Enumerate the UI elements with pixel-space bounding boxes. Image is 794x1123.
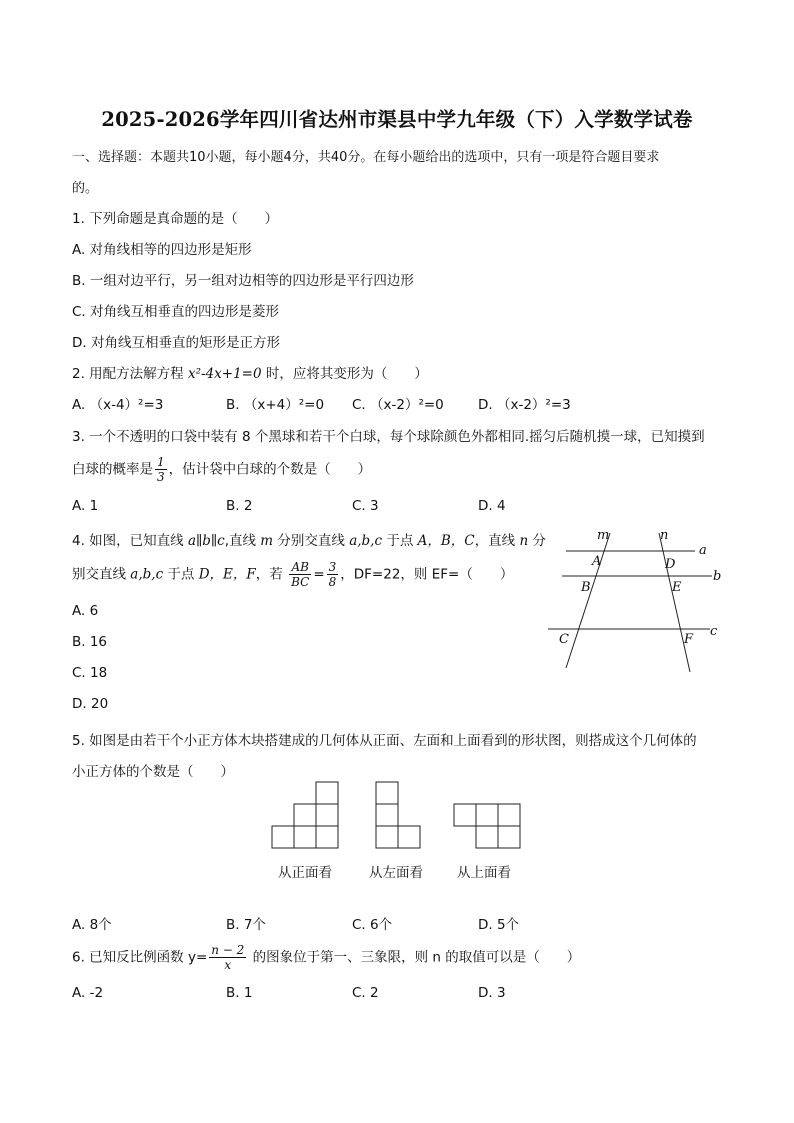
q3-fraction: [155, 455, 167, 484]
q3-fraction-num: 1: [157, 455, 165, 469]
q2-option-c: C. （x-2）²=0: [352, 397, 444, 413]
q3-option-d: D. 4: [478, 498, 506, 514]
front-view: [272, 782, 338, 848]
top-view: [454, 804, 520, 848]
q6-fraction-num: n − 2: [211, 943, 245, 957]
q3-stem2-post: ，估计袋中白球的个数是（ ）: [168, 461, 372, 478]
left-view: [376, 782, 420, 848]
q6-option-d: D. 3: [478, 985, 506, 1001]
q3-stem-line1: 3. 一个不透明的口袋中装有 8 个黑球和若干个白球，每个球除颜色外都相同.摇匀后随机摸一球，已知摸到: [72, 429, 705, 445]
q1-option-c: C. 对角线互相垂直的四边形是菱形: [72, 304, 280, 320]
q1-option-b: B. 一组对边平行，另一组对边相等的四边形是平行四边形: [72, 273, 414, 289]
q4-points-def: D，E，F: [198, 566, 256, 583]
q3-stem2-pre: 白球的概率是: [72, 461, 153, 478]
q4-stem-line1: [72, 529, 546, 549]
q4-text: 4. 如图，已知直线: [72, 533, 188, 549]
q4-lines-abc: a,b,c: [130, 566, 164, 583]
q4-text: 于点: [382, 533, 418, 549]
q4-option-d: D. 20: [72, 696, 109, 712]
q1-option-d: D. 对角线互相垂直的矩形是正方形: [72, 335, 280, 351]
q1-option-a: A. 对角线相等的四边形是矩形: [72, 242, 252, 258]
q4-points-abc: A，B，C: [417, 533, 475, 549]
q2-option-b: B. （x+4）²=0: [226, 397, 325, 413]
q5-option-a: A. 8个: [72, 917, 112, 933]
q4-text: ，若: [255, 566, 288, 583]
q3-stem-line2: [72, 455, 371, 484]
left-view-label: 从左面看: [369, 865, 423, 881]
label-B: B: [581, 580, 591, 595]
q6-stem-pre: 6. 已知反比例函数 y=: [72, 949, 208, 966]
q3-option-c: C. 3: [352, 498, 379, 514]
label-b: b: [713, 569, 722, 584]
q4-fraction-3-8: [327, 560, 339, 589]
q4-option-a: A. 6: [72, 603, 99, 619]
q4-equals: =: [313, 566, 325, 583]
q5-stem-line2: 小正方体的个数是（ ）: [72, 764, 234, 780]
label-E: E: [672, 580, 682, 595]
q5-three-views-figure: [270, 780, 530, 850]
q5-option-b: B. 7个: [226, 917, 266, 933]
q4-fraction-ab-bc: [289, 560, 311, 589]
q3-option-b: B. 2: [226, 498, 253, 514]
q4-parallel: a∥b∥c: [187, 533, 225, 549]
label-a: a: [699, 543, 707, 558]
q2-stem-pre: 2. 用配方法解方程: [72, 366, 188, 382]
top-view-label: 从上面看: [457, 865, 511, 881]
q4-frac1-num: AB: [289, 560, 311, 575]
q5-option-c: C. 6个: [352, 917, 393, 933]
label-F: F: [684, 632, 694, 647]
q2-option-d: D. （x-2）²=3: [478, 397, 571, 413]
q4-parallel-lines-figure: [540, 525, 730, 675]
q4-text: ，直线: [474, 533, 520, 549]
q3-fraction-den: 3: [157, 470, 165, 484]
front-view-label: 从正面看: [278, 865, 332, 881]
q4-option-c: C. 18: [72, 665, 108, 681]
q2-equation: x²-4x+1=0: [187, 366, 262, 382]
q2-option-a: A. （x-4）²=3: [72, 397, 164, 413]
q4-option-b: B. 16: [72, 634, 108, 650]
q4-line-n: n: [519, 533, 529, 549]
q5-option-d: D. 5个: [478, 917, 520, 933]
label-n: n: [660, 528, 669, 543]
q6-option-c: C. 2: [352, 985, 379, 1001]
q4-frac2-den: 8: [328, 575, 337, 589]
q2-stem-post: 时，应将其变形为（ ）: [261, 366, 428, 382]
label-C: C: [559, 632, 569, 647]
q4-frac2-num: 3: [328, 560, 337, 574]
q6-stem: [72, 943, 580, 972]
line-n: [659, 533, 690, 672]
q5-stem-line1: 5. 如图是由若干个小正方体木块搭建成的几何体从正面、左面和上面看到的形状图，则搭成这个几何体的: [72, 733, 697, 749]
q6-option-b: B. 1: [226, 985, 253, 1001]
q3-option-a: A. 1: [72, 498, 99, 514]
q4-frac1-den: BC: [291, 575, 310, 589]
q4-text: ，DF=22，则 EF=（ ）: [340, 566, 514, 583]
q6-option-a: A. -2: [72, 985, 104, 1001]
q4-text: 分: [528, 533, 546, 549]
q2-stem: [72, 362, 428, 382]
q4-stem-line2: [72, 560, 513, 589]
q4-text: 分别交直线: [273, 533, 350, 549]
section-instruction-line1: 一、选择题：本题共10小题，每小题4分，共40分。在每小题给出的选项中，只有一项是符合题目要求: [72, 150, 660, 165]
q6-fraction-den: x: [224, 958, 232, 972]
section-instruction-line2: 的。: [72, 181, 99, 196]
q4-text: 别交直线: [72, 566, 131, 583]
label-D: D: [665, 557, 676, 572]
q6-fraction: [209, 943, 246, 972]
q4-text: 于点: [163, 566, 199, 583]
q4-text: ,直线: [224, 533, 261, 549]
label-m: m: [597, 528, 610, 543]
label-A: A: [592, 554, 602, 569]
q6-stem-post: 的图象位于第一、三象限，则 n 的取值可以是（ ）: [248, 949, 581, 966]
label-c: c: [710, 624, 718, 639]
line-m: [566, 533, 610, 668]
page-title: 2025-2026学年四川省达州市渠县中学九年级（下）入学数学试卷: [101, 108, 693, 131]
q4-lines-abc: a,b,c: [349, 533, 383, 549]
q1-stem: 1. 下列命题是真命题的是（ ）: [72, 211, 279, 227]
q4-line-m: m: [260, 533, 274, 549]
